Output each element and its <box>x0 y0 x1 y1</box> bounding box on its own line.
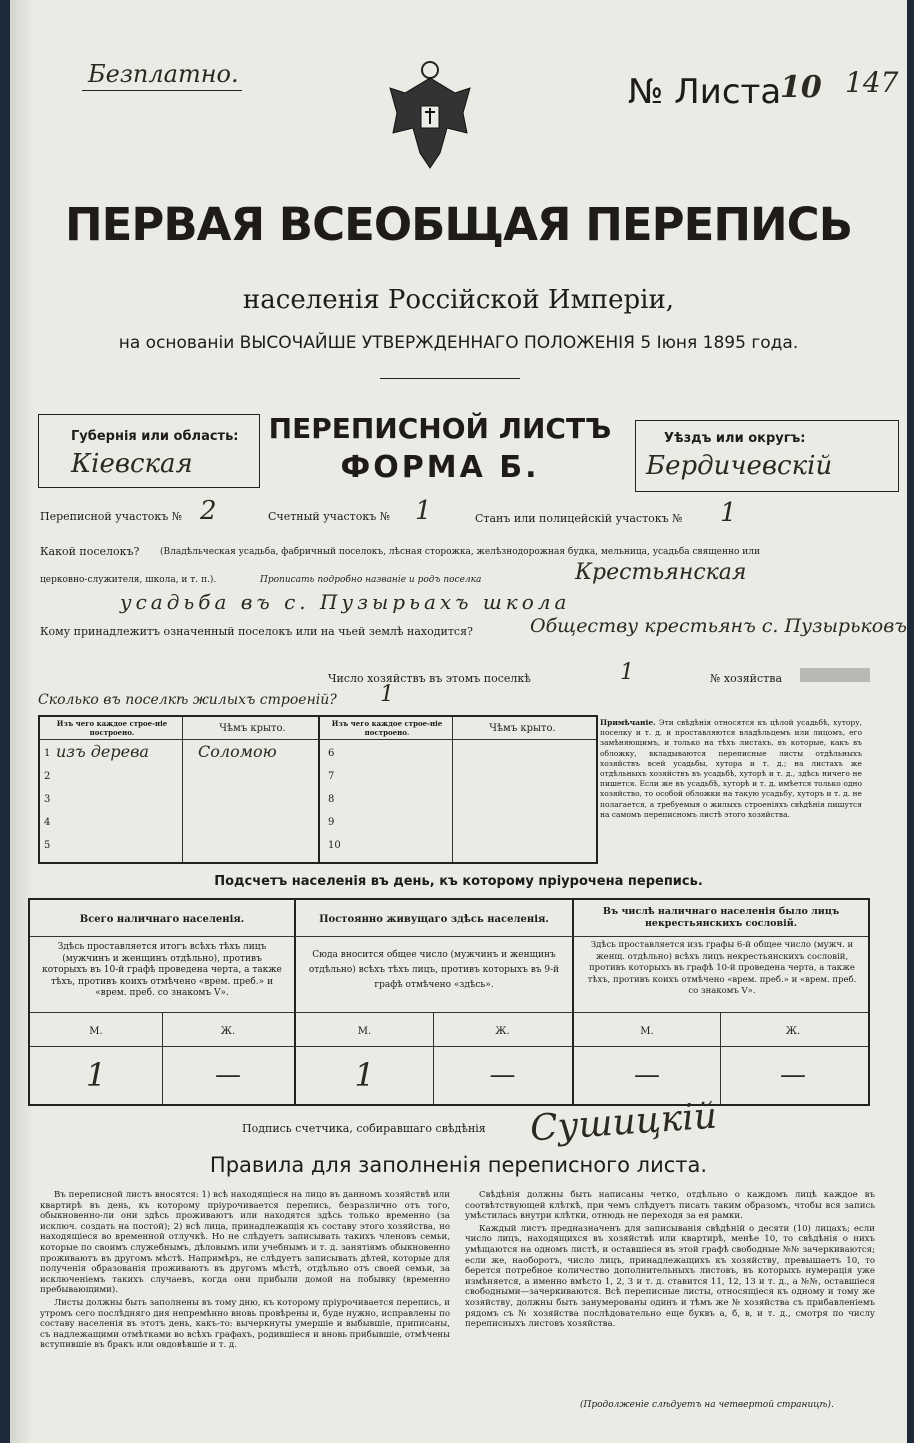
buildings-table <box>38 715 598 864</box>
rules-right-paragraph-1: Свѣдѣнія должны быть написаны четко, отдѣльно о каждомъ лицѣ каждое въ соотвѣтствующей клѣткѣ, при чемъ слѣдуетъ писать таким образомъ, чтобы вся запись умѣстилась внутри клѣтки, отнюдь не переходя за ея рамки. <box>465 1190 875 1222</box>
form-name: ФОРМА Б. <box>340 450 540 485</box>
pop-col-1-desc: Здѣсь проставляется итогъ всѣхъ тѣхъ лицъ (мужчинъ и женщинъ отдѣльно), противъ которыхъ въ 10-й графѣ проведена черта, а также тѣхъ, противъ коихъ отмѣчено «врем. преб.» и «врем. преб. со знакомъ V». <box>42 942 282 998</box>
table-row: 7 <box>328 771 335 782</box>
stan-label: Станъ или полицейскій участокъ № <box>475 512 683 525</box>
gubernia-box <box>38 414 260 488</box>
gubernia-value: Кіевская <box>71 449 193 479</box>
form-title: ПЕРЕПИСНОЙ ЛИСТЪ <box>268 412 612 445</box>
perepis-uchastok-label: Переписной участокъ № <box>40 510 183 523</box>
pop-col-2-f-value: — <box>489 1060 516 1090</box>
uezd-value: Бердичевскій <box>646 451 833 481</box>
table-row: 5 <box>44 840 51 851</box>
basis-line: на основаніи ВЫСОЧАЙШЕ УТВЕРЖДЕННАГО ПОЛОЖЕНІЯ 5 Іюня 1895 года. <box>118 333 799 353</box>
title-divider <box>380 378 520 379</box>
rules-right-paragraph-2: Каждый листъ предназначенъ для записыванія свѣдѣній о десяти (10) лицахъ; если число лицъ, находящихся въ хозяйствѣ или квартирѣ, менѣе 10, то свѣдѣнія о нихъ умѣщаются на одномъ листѣ, и оставшіеся въ этой графѣ свободные №№ зачеркиваются; если же, наоборотъ, число лицъ, принадлежащихъ къ хозяйству, превышаетъ 10, то берется потребное количество дополнительныхъ листовъ, въ которыхъ нумерація уже измѣняется, а именно вмѣсто 1, 2, 3 и т. д. ставится 11, 12, 13 и т. д., а №№, оставшіеся свободными—зачеркиваются. Всѣ переписные листы, относящіеся къ одному и тому же хозяйству, должны быть занумерованы одинъ и тѣмъ же № хозяйства съ прибавленіемъ рядомъ съ № хозяйства послѣдовательно еще буквъ а, б, в, и т. д., смотря по числу переписныхъ листовъ хозяйства. <box>465 1223 875 1330</box>
household-no-redaction <box>800 668 870 682</box>
rules-left-paragraph-2: Листы должны быть заполнены въ тому дню, къ которому пріурочивается перепись, и утромъ сего послѣдняго дня непремѣнно вновь провѣрены и, буде нужно, исправлены по составу населенія въ этотъ день, какъ-то: вычеркнуты умершіе и выбывшіе, приписаны, съ надлежащими отмѣтками во всѣхъ графахъ, родившіеся и вновь прибывшіе, отмѣчены вступившіе въ бракъ или овдовѣвшіе и т. д. <box>40 1297 450 1351</box>
table-row: 6 <box>328 748 335 759</box>
buildings-label: Сколько въ поселкѣ жилыхъ строеній? <box>38 692 337 708</box>
pop-col-1-m-value: 1 <box>85 1056 107 1094</box>
roof-cell: Соломою <box>198 742 277 761</box>
rules-left-paragraph-1: Въ переписной листъ вносятся: 1) всѣ находящіеся на лицо въ данномъ хозяйствѣ или квартирѣ въ день, къ которому пріурочивается перепись, безразлично отъ того, обыкновенно-ли они здѣсь проживаютъ или находятся здѣсь только временно (за исключ. создать на постой); 2) всѣ лица, принадлежащія къ составу этого хозяйства, но находящіеся во временной отлучкѣ. Но не слѣдуетъ записывать такихъ членовъ семьи, которые по своимъ служебнымъ, дѣловымъ или учебнымъ и т. д. занятіямъ обыкновенно проживаютъ въ другомъ мѣстѣ. Напримѣръ, не слѣдуетъ записывать дѣтей, которые для полученія образованія проживаютъ въ другомъ мѣстѣ, отдѣльно отъ своей семьи, за исключеніемъ такихъ случаевъ, когда они прибыли домой на побывку (временно пребывающими). <box>40 1190 450 1296</box>
pop-col-2-f-label: Ж. <box>495 1026 510 1037</box>
buildings-right-rows <box>322 743 592 858</box>
table-row: 1 изъ дерева Соломою <box>44 742 277 761</box>
sheet-no-label: № Листа <box>628 72 782 112</box>
census-sheet <box>10 0 907 1443</box>
schetny-uchastok-label: Счетный участокъ № <box>268 510 391 523</box>
poselok-value-2: усадьба въ с. Пузырьахъ школа <box>120 590 571 614</box>
note-text: Эти свѣдѣнія относятся къ цѣлой усадьбѣ, хутору, поселку и т. д. и проставляются владѣльцемъ или лицомъ, его замѣняющимъ, и только на тѣхъ листахъ, въ которые, какъ въ обложку, вкладываются переписные листы отдѣльныхъ хозяйствъ всей усадьбы, хутора и т. д.; на листахъ же отдѣльныхъ хозяйствъ въ усадьбѣ, хуторѣ и т. д., здѣсь ничего не пишется. Если же въ усадьбѣ, хуторѣ и т. д. имѣется только одно хозяйство, то особой обложки на такую усадьбу, хуторъ и т. д. не полагается, а требуемыя о жилыхъ строеніяхъ свѣдѣнія пишутся на самомъ переписномъ листѣ этого хозяйства. <box>600 718 862 819</box>
pop-col-3-m-label: М. <box>640 1026 654 1037</box>
buildings-value: 1 <box>380 682 394 707</box>
poselok-label: Какой поселокъ? <box>40 545 140 558</box>
rules-left-column <box>40 1190 450 1353</box>
poselok-instr: Прописать подробно названіе и родъ поселка <box>260 575 482 585</box>
population-heading: Подсчетъ населенія въ день, къ которому пріурочена перепись. <box>214 874 703 889</box>
col-roof-header-right: Чѣмъ крыто. <box>489 723 556 734</box>
col-material-header-left: Изъ чего каждое строе-ніе построено. <box>56 719 168 737</box>
sheet-no-value: 10 <box>780 70 822 105</box>
pop-col-1-f-value: — <box>215 1060 241 1090</box>
households-value: 1 <box>620 660 634 685</box>
stan-value: 1 <box>720 498 737 528</box>
pop-col-1-title: Всего наличнаго населенія. <box>79 914 245 925</box>
signature-label: Подпись счетчика, собиравшаго свѣдѣнія <box>242 1122 486 1135</box>
pop-col-3-title: Въ числѣ наличнаго населенія было лицъ некрестьянскихъ сословій. <box>602 906 840 929</box>
sheet-no-extra: 147 <box>845 66 899 99</box>
imperial-eagle-emblem <box>385 58 475 178</box>
poselok-hint2: церковно-служителя, школа, и т. п.). <box>40 575 217 585</box>
poselok-hint: (Владѣльческая усадьба, фабричный поселокъ, лѣсная сторожка, желѣзнодорожная будка, мельница, усадьба священно или <box>160 547 760 557</box>
pop-col-3-f-label: Ж. <box>785 1026 801 1037</box>
material-cell: изъ дерева <box>56 742 149 761</box>
rules-continued: (Продолженіе слѣдуетъ на четвертой страницѣ). <box>580 1400 834 1410</box>
schetny-uchastok-value: 1 <box>415 496 432 526</box>
population-table <box>28 898 870 1106</box>
table-row: 8 <box>328 794 335 805</box>
uezd-box <box>635 420 899 492</box>
page-subtitle: населенія Россійской Имперіи, <box>242 285 675 315</box>
free-underline <box>82 90 242 91</box>
pop-col-1-f-label: Ж. <box>220 1026 236 1037</box>
note-block <box>600 718 862 820</box>
owner-value: Обществу крестьянъ с. Пузырьковъ <box>530 615 907 637</box>
free-label: Безплатно. <box>88 60 239 88</box>
rules-right-column <box>465 1190 875 1332</box>
gubernia-label: Губернія или область: <box>71 429 239 444</box>
pop-col-2-desc: Сюда вносится общее число (мужчинъ и женщинъ отдѣльно) всѣхъ тѣхъ лицъ, противъ которыхъ въ 9-й графѣ отмѣчено «здѣсь». <box>308 950 560 990</box>
buildings-left-rows <box>40 743 318 858</box>
note-title: Примѣчаніе. <box>600 718 656 727</box>
page-title: ПЕРВАЯ ВСЕОБЩАЯ ПЕРЕПИСЬ <box>64 198 852 251</box>
rules-title: Правила для заполненія переписного листа. <box>209 1153 708 1177</box>
household-no-label: № хозяйства <box>710 672 782 685</box>
perepis-uchastok-value: 2 <box>200 496 217 526</box>
owner-label: Кому принадлежитъ означенный поселокъ или на чьей землѣ находится? <box>40 625 473 638</box>
col-material-header-right: Изъ чего каждое строе-ніе построено. <box>331 719 443 737</box>
signature-value: Сушицкій <box>528 1095 719 1150</box>
table-row: 2 <box>44 771 51 782</box>
pop-col-2-m-label: М. <box>357 1026 372 1037</box>
pop-col-3-f-value: — <box>780 1060 806 1090</box>
uezd-label: Уѣздъ или округъ: <box>664 431 806 446</box>
pop-col-2-m-value: 1 <box>354 1056 375 1094</box>
pop-col-1-m-label: М. <box>89 1026 103 1037</box>
pop-col-2-title: Постоянно живущаго здѣсь населенія. <box>319 914 549 925</box>
table-row: 9 <box>328 817 335 828</box>
table-row: 4 <box>44 817 51 828</box>
col-roof-header-left: Чѣмъ крыто. <box>219 723 286 734</box>
pop-col-3-m-value: — <box>634 1060 660 1090</box>
pop-col-3-desc: Здѣсь проставляется изъ графы 6-й общее число (мужч. и женщ. отдѣльно) всѣхъ лицъ некрестьянскихъ сословій, противъ которыхъ въ графѣ 10-й проведена черта, а также тѣхъ, противъ коихъ отмѣчено «врем. преб.» и «врем. преб. со знакомъ V». <box>587 940 857 996</box>
poselok-value-1: Крестьянская <box>575 560 747 585</box>
table-row: 3 <box>44 794 51 805</box>
table-row: 10 <box>328 840 341 851</box>
households-label: Число хозяйствъ въ этомъ поселкѣ <box>328 672 531 685</box>
